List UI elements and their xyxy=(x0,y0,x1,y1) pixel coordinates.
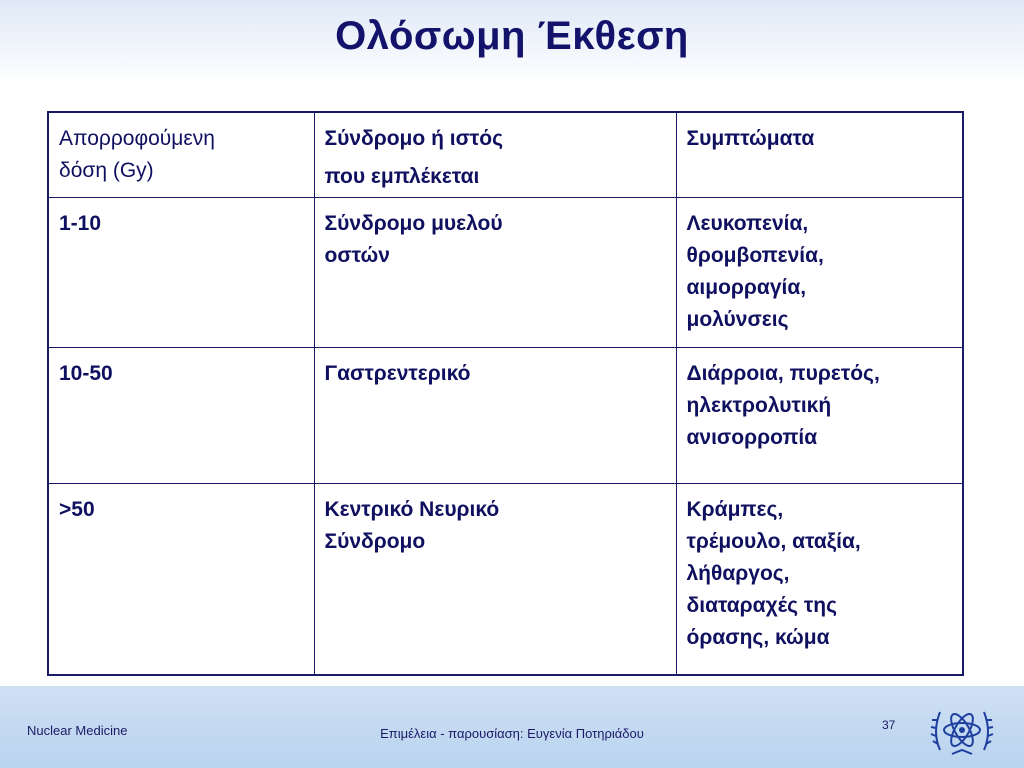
header-cell-dose xyxy=(48,112,314,197)
syndrome-cell xyxy=(314,347,676,483)
syndrome-cell xyxy=(314,197,676,347)
cell-line: Σύνδρομο μυελού xyxy=(324,211,503,235)
slide-title: Ολόσωμη Έκθεση xyxy=(335,14,689,58)
dose-syndrome-table xyxy=(47,111,964,676)
table-header-row xyxy=(48,112,963,197)
cell-line: Συμπτώματα xyxy=(686,127,815,150)
cell-line: Γαστρεντερικό xyxy=(324,361,471,385)
cell-line: Απορροφούμενη xyxy=(59,127,215,150)
dose-cell xyxy=(48,197,314,347)
cell-line: Λευκοπενία, xyxy=(686,211,809,235)
cell-line: 1-10 xyxy=(59,211,102,235)
cell-line: οστών xyxy=(324,243,390,267)
page-number: 37 xyxy=(882,718,896,732)
table-row xyxy=(48,347,963,483)
atom-emblem-icon xyxy=(930,700,994,760)
cell-line: θρομβοπενία, xyxy=(686,243,824,267)
header-cell-syndrome xyxy=(314,112,676,197)
footer-course-label: Nuclear Medicine xyxy=(27,723,128,738)
syndrome-cell xyxy=(314,483,676,675)
cell-line: Σύνδρομο ή ιστός xyxy=(324,127,504,150)
dose-cell xyxy=(48,347,314,483)
cell-line: λήθαργος, xyxy=(686,561,790,585)
footer-author: Επιμέλεια - παρουσίαση: Ευγενία Ποτηριάδου xyxy=(380,726,644,741)
cell-line: τρέμουλο, αταξία, xyxy=(686,529,861,553)
cell-line: όρασης, κώμα xyxy=(686,625,830,649)
table-row xyxy=(48,483,963,675)
cell-line: 10-50 xyxy=(59,361,113,385)
cell-line: Κεντρικό Νευρικό xyxy=(324,497,500,521)
table-row xyxy=(48,197,963,347)
cell-line: αιμορραγία, xyxy=(686,275,807,299)
cell-line: μολύνσεις xyxy=(686,307,789,331)
cell-line: διαταραχές της xyxy=(686,593,838,617)
dose-cell xyxy=(48,483,314,675)
symptoms-cell xyxy=(676,483,963,675)
cell-line: ανισορροπία xyxy=(686,425,818,449)
cell-line: που εμπλέκεται xyxy=(324,165,480,188)
header-cell-symptoms xyxy=(676,112,963,197)
cell-line: δόση (Gy) xyxy=(59,159,154,182)
cell-line: >50 xyxy=(59,497,95,521)
symptoms-cell xyxy=(676,197,963,347)
symptoms-cell xyxy=(676,347,963,483)
cell-line: Σύνδρομο xyxy=(324,529,426,553)
cell-line: Διάρροια, πυρετός, xyxy=(686,361,880,385)
cell-line: ηλεκτρολυτική xyxy=(686,393,832,417)
cell-line: Κράμπες, xyxy=(686,497,784,521)
